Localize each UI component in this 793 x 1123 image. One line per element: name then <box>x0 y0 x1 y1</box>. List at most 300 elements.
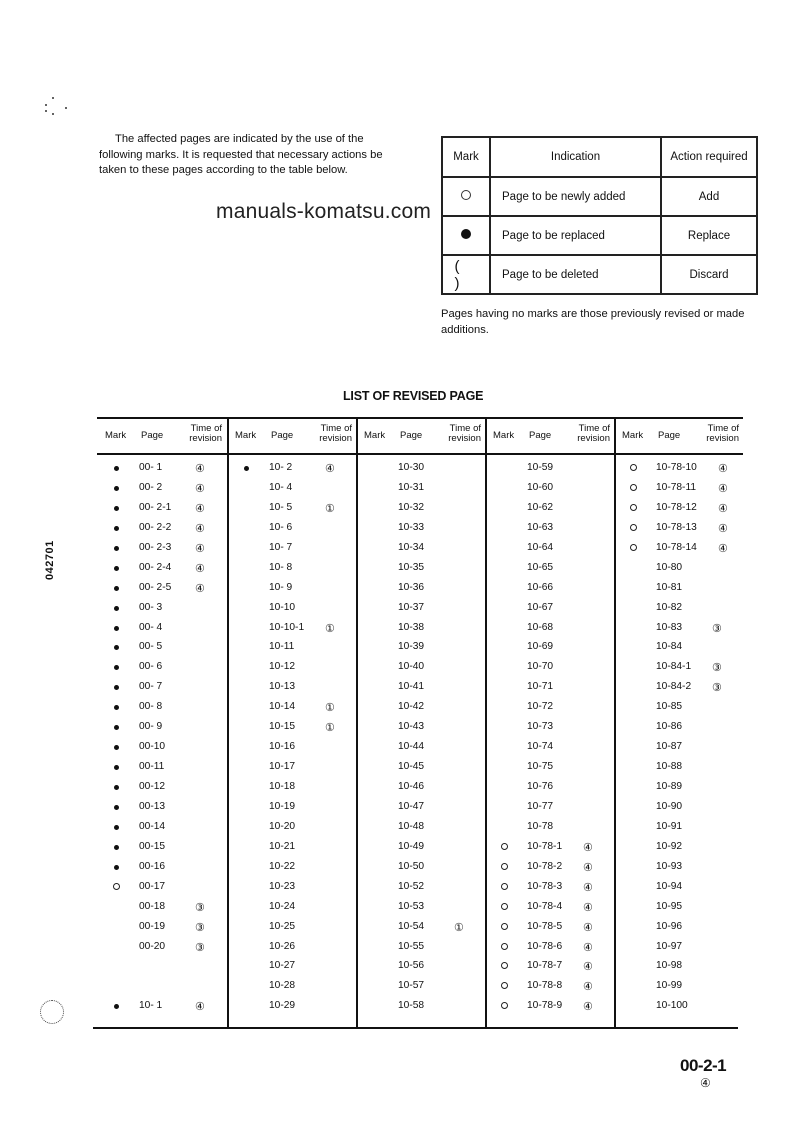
filled-circle-icon <box>114 785 119 790</box>
row-mark <box>111 623 121 634</box>
table-row <box>485 977 614 997</box>
row-page: 10-94 <box>656 880 683 892</box>
row-revision: ③ <box>712 682 722 695</box>
filled-circle-icon <box>114 546 119 551</box>
row-revision: ③ <box>195 901 205 914</box>
table-row <box>485 938 614 958</box>
open-circle-icon <box>461 190 471 200</box>
row-page: 10-69 <box>527 641 554 653</box>
table-row <box>614 698 743 718</box>
table-row <box>356 918 485 938</box>
row-revision: ④ <box>583 981 593 994</box>
legend-note: Pages having no marks are those previously revised or made additions. <box>441 308 745 336</box>
row-page: 10-18 <box>269 781 296 792</box>
row-revision: ④ <box>718 482 728 495</box>
row-page: 10-78-14 <box>656 541 697 553</box>
row-page: 10-78-11 <box>656 481 697 493</box>
table-row <box>356 539 485 559</box>
table-row <box>97 738 226 758</box>
legend-mark-cell <box>442 255 490 294</box>
scan-speck <box>52 113 54 115</box>
intro-text: The affected pages are indicated by the use of the following marks. It is requested that necessary actions be taken to these pages according to the table below. <box>99 133 383 176</box>
row-page: 10-58 <box>398 1000 425 1012</box>
rows <box>614 459 743 1017</box>
table-row <box>614 818 743 838</box>
row-page: 00-20 <box>139 940 166 952</box>
row-page: 10-78-6 <box>527 940 563 952</box>
table-row <box>356 599 485 619</box>
row-page: 10-66 <box>527 581 554 593</box>
row-page: 10-90 <box>656 800 683 812</box>
row-page: 10-19 <box>269 800 296 812</box>
table-row <box>356 977 485 997</box>
row-page: 00- 2 <box>139 481 163 493</box>
row-page: 10-12 <box>269 661 296 673</box>
row-page: 00- 9 <box>139 721 163 733</box>
row-page: 10-60 <box>527 481 554 493</box>
open-circle-icon <box>501 982 508 989</box>
table-row <box>227 718 356 738</box>
row-page: 10-95 <box>656 900 683 912</box>
filled-circle-icon <box>114 1004 119 1009</box>
header-revision: revision <box>189 433 222 444</box>
row-page: 10- 9 <box>269 581 293 593</box>
row-revision: ④ <box>583 1001 593 1014</box>
table-row <box>356 997 485 1017</box>
table-row <box>614 559 743 579</box>
row-page: 10-84-2 <box>656 681 692 693</box>
row-revision: ④ <box>583 901 593 914</box>
row-page: 10-73 <box>527 721 554 733</box>
row-page: 10-17 <box>269 761 296 773</box>
header-mark: Mark <box>622 430 644 441</box>
table-row <box>614 778 743 798</box>
table-row <box>97 997 226 1017</box>
row-page: 10-37 <box>398 601 425 613</box>
row-page: 10-76 <box>527 781 554 792</box>
table-row <box>356 798 485 818</box>
table-row <box>97 459 226 479</box>
row-revision: ④ <box>718 542 728 555</box>
table-row <box>614 619 743 639</box>
table-row <box>97 658 226 678</box>
row-page: 10-45 <box>398 761 425 773</box>
table-row <box>97 698 226 718</box>
table-row <box>485 479 614 499</box>
row-page: 00- 6 <box>139 661 163 673</box>
header-time-of-revision <box>435 424 481 444</box>
row-page: 10-28 <box>269 980 296 992</box>
row-mark <box>111 543 121 554</box>
parentheses-mark: ( ) <box>454 257 478 292</box>
row-mark <box>111 742 121 753</box>
row-revision: ④ <box>718 522 728 535</box>
row-page: 10-62 <box>527 501 554 513</box>
table-row <box>97 559 226 579</box>
header-time-of-revision <box>306 424 352 444</box>
row-page: 00- 8 <box>139 701 163 713</box>
row-page: 10-56 <box>398 960 425 972</box>
table-row <box>227 778 356 798</box>
row-page: 10-78-12 <box>656 501 697 513</box>
row-page: 00- 2-5 <box>139 581 172 593</box>
row-page: 10-27 <box>269 960 296 972</box>
row-mark <box>111 662 121 673</box>
row-page: 10-40 <box>398 661 425 673</box>
header-mark: Mark <box>493 430 515 441</box>
row-page: 10-14 <box>269 701 296 713</box>
open-circle-icon <box>630 544 637 551</box>
header-page: Page <box>658 430 681 441</box>
row-mark <box>111 463 121 474</box>
filled-circle-icon <box>114 845 119 850</box>
open-circle-icon <box>501 923 508 930</box>
open-circle-icon <box>501 883 508 890</box>
header-time-of-revision <box>693 424 739 444</box>
row-page: 10-78-5 <box>527 920 563 932</box>
row-revision: ④ <box>325 463 335 475</box>
column-header <box>97 419 226 453</box>
row-page: 00- 5 <box>139 641 163 653</box>
row-mark <box>111 583 121 594</box>
table-row <box>614 898 743 918</box>
row-revision: ③ <box>195 941 205 954</box>
row-page: 00-17 <box>139 880 166 892</box>
row-mark <box>111 842 121 853</box>
table-row <box>227 619 356 639</box>
row-page: 10-33 <box>398 521 425 533</box>
table-row <box>485 678 614 698</box>
row-page: 10-23 <box>269 880 296 892</box>
row-page: 10- 1 <box>139 1000 163 1012</box>
table-row <box>227 818 356 838</box>
table-row <box>614 738 743 758</box>
table-row <box>356 619 485 639</box>
row-page: 10-47 <box>398 800 425 812</box>
legend-row-replace <box>442 216 757 255</box>
row-page: 10-42 <box>398 701 425 713</box>
table-row <box>227 898 356 918</box>
header-time-of-revision <box>176 424 222 444</box>
table-row <box>485 499 614 519</box>
row-page: 10-97 <box>656 940 683 952</box>
table-row <box>97 638 226 658</box>
row-page: 10-72 <box>527 701 554 713</box>
filled-circle-icon <box>114 626 119 631</box>
row-page: 10-26 <box>269 940 296 952</box>
table-row <box>485 818 614 838</box>
column-group-3 <box>356 417 485 1029</box>
row-mark <box>499 842 509 853</box>
row-revision: ① <box>325 502 335 515</box>
table-row <box>97 758 226 778</box>
table-row <box>356 758 485 778</box>
revised-pages-table <box>97 417 743 1029</box>
table-row <box>485 918 614 938</box>
filled-circle-icon <box>114 725 119 730</box>
table-row <box>485 658 614 678</box>
row-page: 10-78-3 <box>527 880 563 892</box>
row-revision: ④ <box>195 522 205 535</box>
table-row <box>97 599 226 619</box>
row-page: 10-52 <box>398 880 425 892</box>
table-row <box>485 559 614 579</box>
row-page: 10-20 <box>269 820 296 832</box>
header-time-of: Time of <box>320 423 352 434</box>
table-row <box>485 738 614 758</box>
row-page: 10-29 <box>269 1000 296 1012</box>
table-row <box>356 878 485 898</box>
table-row <box>614 977 743 997</box>
row-page: 10-77 <box>527 800 554 812</box>
table-row <box>614 758 743 778</box>
scan-speck <box>45 104 47 106</box>
table-row <box>97 718 226 738</box>
open-circle-icon <box>630 484 637 491</box>
table-row <box>485 878 614 898</box>
row-page: 10-48 <box>398 820 425 832</box>
row-page: 10-100 <box>656 1000 688 1012</box>
row-page: 10- 6 <box>269 521 293 533</box>
row-page: 10-70 <box>527 661 554 673</box>
row-page: 10-86 <box>656 721 683 733</box>
row-revision: ④ <box>195 582 205 595</box>
row-page: 10-21 <box>269 840 296 852</box>
row-page: 10-54 <box>398 920 425 932</box>
row-revision: ① <box>454 921 464 934</box>
row-mark <box>628 523 638 534</box>
row-page: 00-14 <box>139 820 166 832</box>
row-page: 10- 5 <box>269 501 293 513</box>
row-mark <box>111 563 121 574</box>
legend-indication: Page to be deleted <box>490 255 661 294</box>
row-mark <box>241 463 251 474</box>
page-number: 00-2-1 <box>680 1056 727 1075</box>
row-page: 10-57 <box>398 980 425 992</box>
table-row <box>97 938 226 958</box>
header-mark: Mark <box>235 430 257 441</box>
filled-circle-icon <box>114 526 119 531</box>
row-mark <box>111 782 121 793</box>
table-row <box>614 798 743 818</box>
row-revision: ④ <box>583 961 593 974</box>
row-page: 10-44 <box>398 741 425 753</box>
header-time-of: Time of <box>449 423 481 434</box>
side-document-code: 042701 <box>44 540 56 580</box>
row-page: 10-35 <box>398 561 425 573</box>
column-header <box>614 419 743 453</box>
row-page: 00-15 <box>139 840 166 852</box>
row-page: 10-78-8 <box>527 980 563 992</box>
row-page: 10- 7 <box>269 541 293 553</box>
table-row <box>356 738 485 758</box>
table-row <box>97 778 226 798</box>
table-row <box>227 698 356 718</box>
rows <box>485 459 614 1017</box>
legend-header-mark: Mark <box>442 137 490 177</box>
row-mark <box>499 862 509 873</box>
row-page: 10-78-10 <box>656 462 697 473</box>
row-mark <box>111 603 121 614</box>
row-page: 10-78-4 <box>527 900 563 912</box>
row-revision: ④ <box>583 861 593 874</box>
header-time-of: Time of <box>707 423 739 434</box>
row-page: 10-88 <box>656 761 683 773</box>
row-page: 10-10-1 <box>269 621 305 633</box>
row-page: 10- 4 <box>269 481 293 493</box>
table-row <box>614 539 743 559</box>
row-page: 00- 1 <box>139 462 163 473</box>
row-page: 10-24 <box>269 900 296 912</box>
open-circle-icon <box>501 863 508 870</box>
open-circle-icon <box>501 943 508 950</box>
row-mark <box>111 802 121 813</box>
table-row <box>614 938 743 958</box>
table-row <box>614 878 743 898</box>
filled-circle-icon <box>114 566 119 571</box>
table-row <box>227 459 356 479</box>
table-row <box>227 539 356 559</box>
scan-speck <box>65 107 67 109</box>
row-mark <box>111 702 121 713</box>
table-row <box>97 579 226 599</box>
row-mark <box>499 961 509 972</box>
row-mark <box>499 981 509 992</box>
row-page: 10-53 <box>398 900 425 912</box>
row-page: 10-92 <box>656 840 683 852</box>
header-mark: Mark <box>364 430 386 441</box>
table-row <box>485 798 614 818</box>
row-page: 10-84-1 <box>656 661 692 673</box>
row-revision: ④ <box>583 841 593 854</box>
row-page: 10-96 <box>656 920 683 932</box>
row-page: 10- 8 <box>269 561 293 573</box>
row-revision: ④ <box>195 1001 205 1014</box>
filled-circle-icon <box>114 586 119 591</box>
table-row <box>356 638 485 658</box>
row-page: 00-12 <box>139 781 166 792</box>
table-row <box>485 599 614 619</box>
legend-action: Replace <box>661 216 757 255</box>
filled-circle-icon <box>114 685 119 690</box>
row-page: 10-55 <box>398 940 425 952</box>
table-row <box>97 957 226 977</box>
table-row <box>227 599 356 619</box>
filled-circle-icon <box>114 705 119 710</box>
table-row <box>356 519 485 539</box>
row-page: 10-78-2 <box>527 860 563 872</box>
row-page: 10-30 <box>398 462 425 473</box>
table-row <box>227 559 356 579</box>
table-row <box>227 678 356 698</box>
column-header <box>227 419 356 453</box>
row-page: 10-78-1 <box>527 840 563 852</box>
filled-circle-icon <box>114 606 119 611</box>
row-page: 10-93 <box>656 860 683 872</box>
row-page: 10-50 <box>398 860 425 872</box>
table-row <box>614 599 743 619</box>
table-row <box>485 619 614 639</box>
header-time-of: Time of <box>190 423 222 434</box>
table-row <box>97 519 226 539</box>
table-row <box>485 838 614 858</box>
table-row <box>614 459 743 479</box>
header-revision: revision <box>706 433 739 444</box>
header-mark: Mark <box>105 430 127 441</box>
row-page: 10-91 <box>656 820 683 832</box>
legend-indication: Page to be replaced <box>490 216 661 255</box>
row-mark <box>111 722 121 733</box>
row-revision: ④ <box>583 881 593 894</box>
filled-circle-icon <box>114 805 119 810</box>
legend-header-row <box>442 137 757 177</box>
header-time-of-revision <box>564 424 610 444</box>
table-row <box>227 658 356 678</box>
row-revision: ④ <box>195 463 205 475</box>
table-row <box>97 539 226 559</box>
table-row <box>485 638 614 658</box>
row-page: 00- 2-2 <box>139 521 172 533</box>
row-page: 10-81 <box>656 581 683 593</box>
open-circle-icon <box>501 903 508 910</box>
row-page: 10-68 <box>527 621 554 633</box>
legend-action: Add <box>661 177 757 216</box>
open-circle-icon <box>630 524 637 531</box>
table-row <box>227 918 356 938</box>
row-page: 10-38 <box>398 621 425 633</box>
table-row <box>227 938 356 958</box>
table-row <box>356 499 485 519</box>
table-row <box>614 997 743 1017</box>
row-mark <box>111 523 121 534</box>
row-page: 10-63 <box>527 521 554 533</box>
table-row <box>614 718 743 738</box>
column-group-4 <box>485 417 614 1029</box>
table-row <box>227 957 356 977</box>
table-row <box>614 499 743 519</box>
row-revision: ④ <box>195 482 205 495</box>
table-row <box>356 479 485 499</box>
row-page: 00-19 <box>139 920 166 932</box>
row-page: 10-10 <box>269 601 296 613</box>
table-row <box>485 519 614 539</box>
row-page: 10-71 <box>527 681 554 693</box>
row-page: 10-74 <box>527 741 554 753</box>
row-page: 10-87 <box>656 741 683 753</box>
row-mark <box>499 902 509 913</box>
watermark: manuals-komatsu.com <box>216 200 432 223</box>
table-row <box>227 479 356 499</box>
filled-circle-icon <box>114 825 119 830</box>
row-revision: ④ <box>195 502 205 515</box>
filled-circle-icon <box>114 765 119 770</box>
row-page: 10-78-9 <box>527 1000 563 1012</box>
header-revision: revision <box>319 433 352 444</box>
table-row <box>614 519 743 539</box>
table-row <box>485 997 614 1017</box>
row-page: 10-49 <box>398 840 425 852</box>
row-page: 10-84 <box>656 641 683 653</box>
row-page: 10-80 <box>656 561 683 573</box>
table-row <box>97 918 226 938</box>
table-row <box>485 718 614 738</box>
table-row <box>356 698 485 718</box>
table-row <box>356 559 485 579</box>
legend-indication: Page to be newly added <box>490 177 661 216</box>
row-page: 00- 2-4 <box>139 561 172 573</box>
row-page: 10-15 <box>269 721 296 733</box>
table-row <box>97 878 226 898</box>
